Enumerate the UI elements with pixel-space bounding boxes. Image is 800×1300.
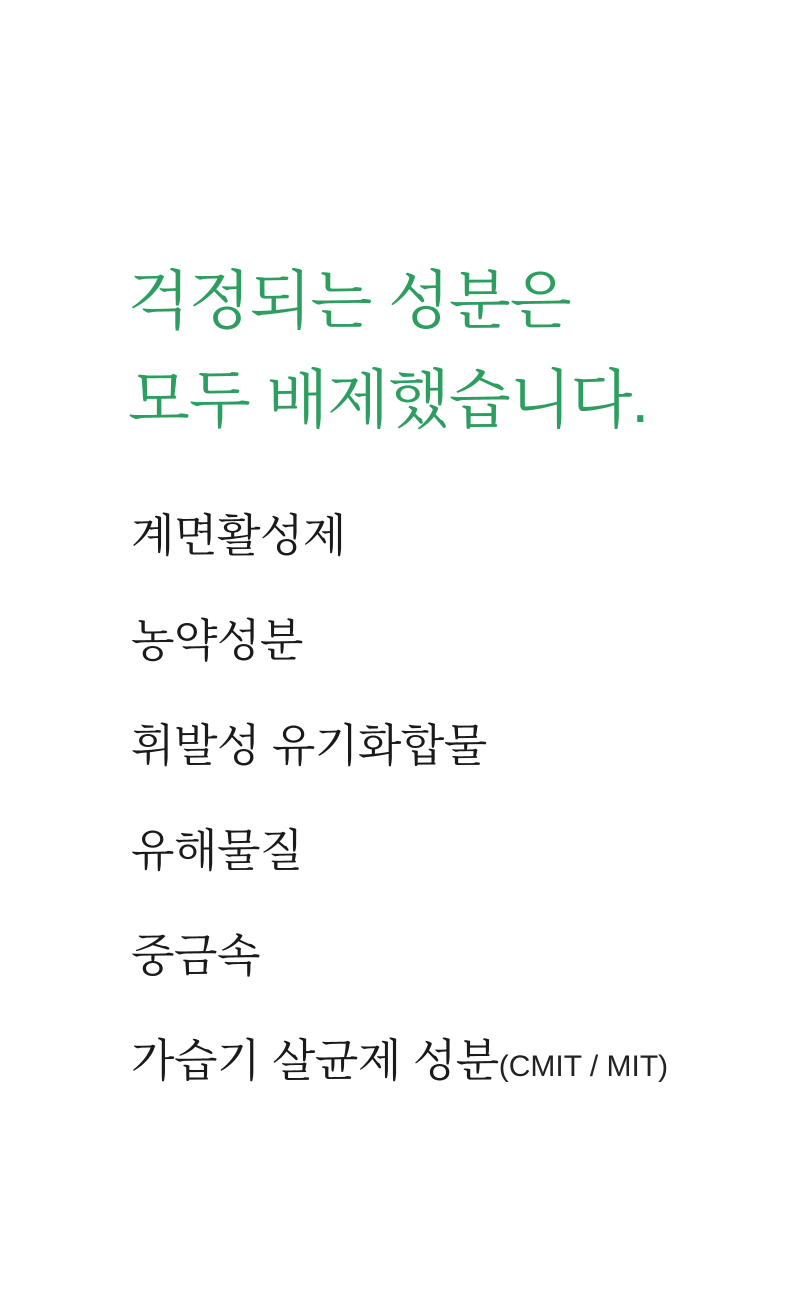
list-item-label: 계면활성제	[131, 510, 346, 561]
list-item-label: 유해물질	[131, 825, 303, 876]
list-item-label: 농약성분	[131, 615, 303, 666]
heading-line-1: 걱정되는 성분은	[128, 265, 571, 337]
list-item-harmful-substance	[131, 801, 668, 906]
list-item-suffix: (CMIT / MIT)	[498, 1050, 669, 1083]
heading-line-2: 모두 배제했습니다.	[128, 364, 649, 436]
list-item-heavy-metal	[131, 906, 668, 1011]
list-item-humidifier-disinfectant	[131, 1011, 668, 1116]
list-item-pesticide	[131, 591, 668, 696]
excluded-ingredients-list	[131, 486, 668, 1116]
list-item-voc	[131, 696, 668, 801]
list-item-label: 중금속	[131, 930, 260, 981]
section-heading	[128, 252, 648, 450]
list-item-surfactant	[131, 486, 668, 591]
list-item-label: 휘발성 유기화합물	[131, 720, 487, 771]
list-item-label: 가습기 살균제 성분	[131, 1035, 499, 1086]
